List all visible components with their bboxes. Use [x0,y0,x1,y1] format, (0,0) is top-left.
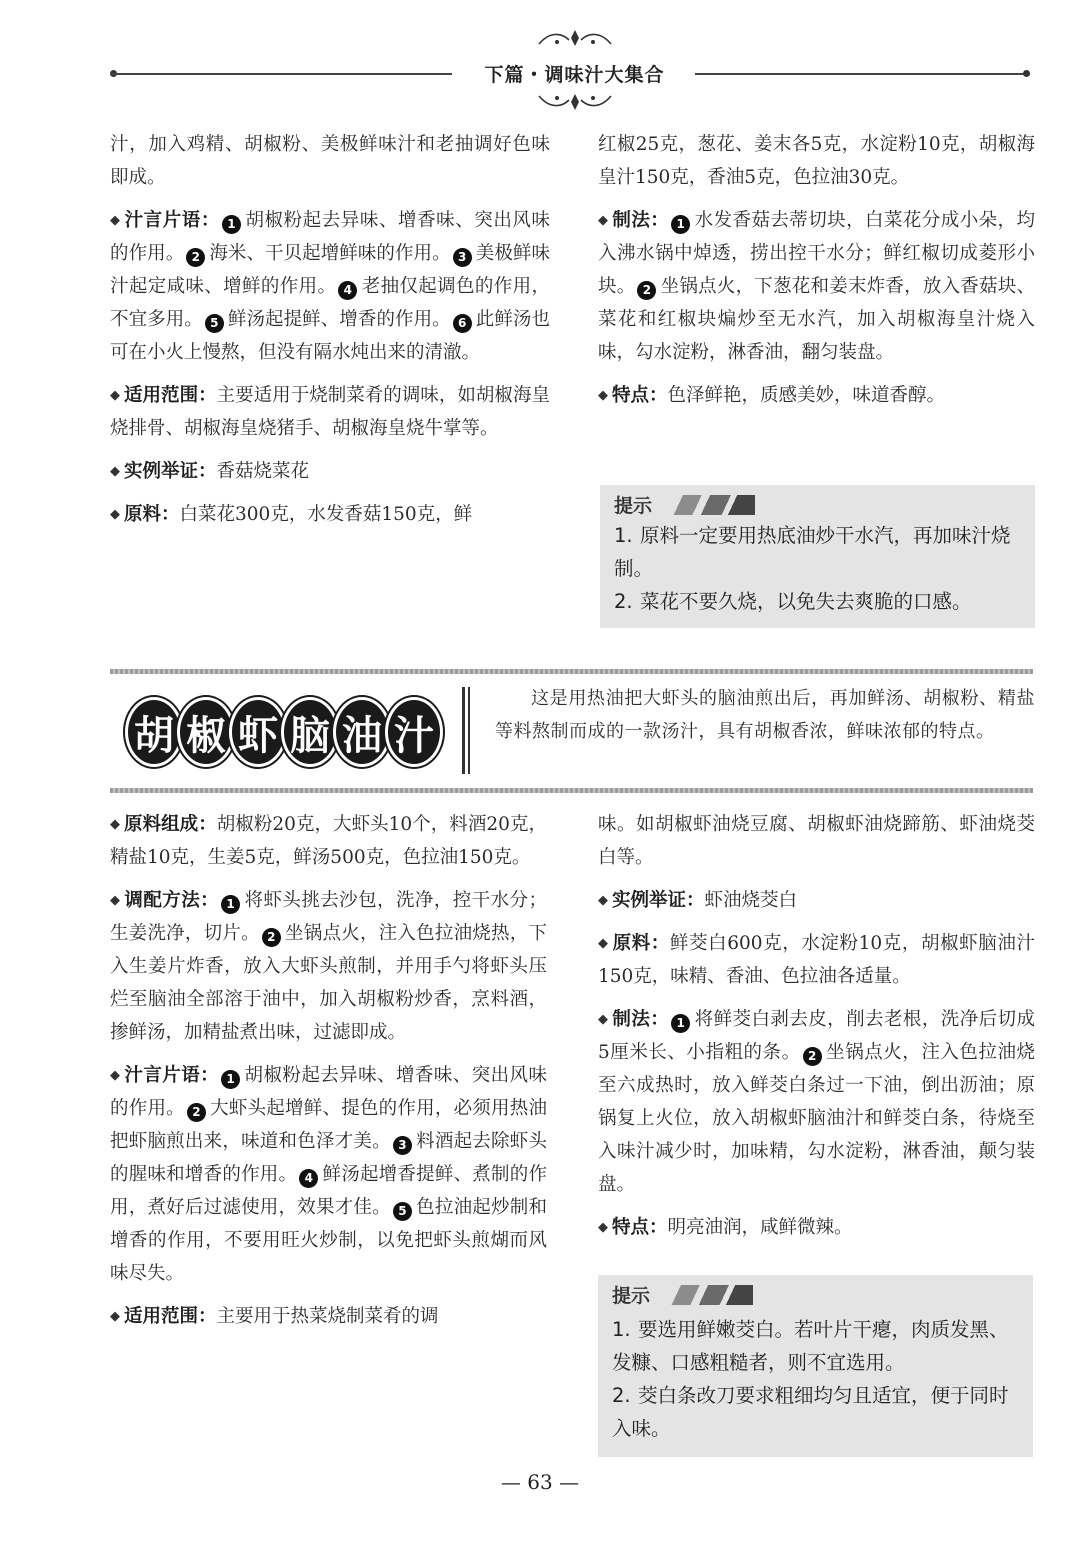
s2-right-column [598,808,1035,1254]
s1-note-1: 胡椒粉起去异味、增香味、突出风味的作用。 [110,210,550,264]
s1-ingredients-text: 白菜花300克，水发香菇150克，鲜 [179,504,473,525]
diamond-icon: ◆ [598,1012,608,1027]
s2-scope [110,1300,547,1333]
ornament-bottom-icon [535,90,615,112]
diamond-icon: ◆ [110,388,120,403]
s1-ingredients [110,498,550,531]
s2-method-label: 制法： [612,1009,670,1030]
header-dot-right [1023,70,1030,77]
header-rule-left [110,73,452,75]
s1-feature [598,379,1035,412]
s1-scope-label: 适用范围： [124,385,217,406]
s2-intro: 这是用热油把大虾头的脑油煎出后，再加鲜汤、胡椒粉、精盐等料熬制而成的一款汤汁，具有胡椒香浓，鲜味浓郁的特点。 [495,688,1035,742]
number-5-icon: 5 [205,314,224,333]
s1-method-step-1: 水发香菇去蒂切块，白菜花分成小朵，均入沸水锅中焯透，捞出控干水分；鲜红椒切成菱形小块。 [598,210,1035,297]
s1-left-column [110,128,550,541]
s1-continued-text: 汁，加入鸡精、胡椒粉、美极鲜味汁和老抽调好色味即成。 [110,134,550,188]
s2-note-1: 胡椒粉起去异味、增香味、突出风味的作用。 [110,1065,547,1119]
title-divider-bar [468,687,470,774]
s1-example-label: 实例举证： [124,461,217,482]
s2-preparation [110,884,547,1049]
s2-title-char: 脑 [284,700,336,764]
diamond-icon: ◆ [598,1220,608,1235]
s1-notes-label: 汁言片语： [124,210,220,231]
section-divider-bottom [110,788,1033,793]
diamond-icon: ◆ [110,213,120,228]
number-4-icon: 4 [338,281,357,300]
tip-item: 1. 原料一定要用热底油炒干水汽，再加味汁烧制。 [614,524,1011,580]
s1-scope [110,379,550,445]
number-3-icon: 3 [393,1136,412,1155]
s2-example [598,884,1035,917]
tip-header [600,485,740,519]
s2-example-label: 实例举证： [612,890,705,911]
s1-method [598,204,1035,369]
number-2-icon: 2 [637,281,656,300]
s2-prep-step-2: 坐锅点火，注入色拉油烧热，下入生姜片炸香，放入大虾头煎制，并用手勺将虾头压烂至脑油全部溶于油中，加入胡椒粉炒香，烹料酒，掺鲜汤，加精盐煮出味，过滤即成。 [110,923,547,1043]
s1-right-column [598,128,1035,422]
number-6-icon: 6 [453,314,472,333]
s2-title-char: 胡 [128,700,180,764]
tip-header [598,1275,738,1309]
number-4-icon: 4 [299,1169,318,1188]
s2-feature [598,1211,1035,1244]
s2-composition-label: 原料组成： [124,814,217,835]
s1-ingredients-label: 原料： [124,504,180,525]
diamond-icon: ◆ [598,213,608,228]
s2-ingredients [598,927,1035,993]
number-1-icon: 1 [221,1070,240,1089]
section-divider-top [110,669,1033,674]
s2-feature-label: 特点： [612,1217,668,1238]
header-rule-right [695,73,1030,75]
diamond-icon: ◆ [110,464,120,479]
s2-composition [110,808,547,874]
s1-tip-box [600,485,1035,628]
s2-note-3: 料酒起去除虾头的腥味和增香的作用。 [110,1131,547,1185]
header-title: 下篇・调味汁大集合 [484,64,665,86]
tip-title: 提示 [612,1285,651,1307]
s2-tip-box [598,1275,1033,1457]
number-3-icon: 3 [453,248,472,267]
s2-note-4: 鲜汤起增香提鲜、煮制的作用，煮好后过滤使用，效果才佳。 [110,1164,547,1218]
diamond-icon: ◆ [110,1309,120,1324]
s1-ingredients-continued: 红椒25克，葱花、姜末各5克，水淀粉10克，胡椒海皇汁150克，香油5克，色拉油30克。 [598,134,1035,188]
s2-title-char: 油 [336,700,388,764]
ornament-top-icon [535,28,615,50]
s2-ingredients-label: 原料： [612,933,670,954]
s1-notes [110,204,550,369]
s2-title-badge [128,695,440,769]
number-2-icon: 2 [803,1047,822,1066]
diamond-icon: ◆ [598,893,608,908]
s2-method [598,1003,1035,1201]
s2-scope-label: 适用范围： [124,1306,217,1327]
title-divider-bar [462,687,465,774]
s2-note-2: 大虾头起增鲜、提色的作用，必须用热油把虾脑煎出来，味道和色泽才美。 [110,1098,547,1152]
s1-note-3: 美极鲜味汁起定咸味、增鲜的作用。 [110,243,550,297]
tip-title: 提示 [614,495,653,517]
s2-title-char: 椒 [180,700,232,764]
tip-stripe-decoration [658,1285,753,1305]
s2-title-char: 虾 [232,700,284,764]
s2-left-column [110,808,547,1343]
tip-item: 2. 茭白条改刀要求粗细均匀且适宜，便于同时入味。 [612,1384,1009,1440]
tip-item: 1. 要选用鲜嫩茭白。若叶片干瘪，肉质发黑、发糠、口感粗糙者，则不宜选用。 [612,1318,1009,1374]
s1-scope-text: 主要适用于烧制菜肴的调味，如胡椒海皇烧排骨、胡椒海皇烧猪手、胡椒海皇烧牛掌等。 [110,385,550,439]
diamond-icon: ◆ [110,817,120,832]
s2-preparation-label: 调配方法： [124,890,220,911]
s2-example-dish: 虾油烧茭白 [704,890,798,911]
number-1-icon: 1 [671,215,690,234]
page-header [110,28,1030,118]
s2-scope-continued: 味。如胡椒虾油烧豆腐、胡椒虾油烧蹄筋、虾油烧茭白等。 [598,814,1035,868]
s1-note-5: 鲜汤起提鲜、增香的作用。 [227,309,451,330]
s2-title-char: 汁 [388,700,440,764]
s1-feature-label: 特点： [612,385,668,406]
s2-composition-text: 胡椒粉20克，大虾头10个，料酒20克，精盐10克，生姜5克，鲜汤500克，色拉油150克。 [110,814,547,868]
diamond-icon: ◆ [598,388,608,403]
number-1-icon: 1 [222,215,241,234]
s2-method-step-2: 坐锅点火，注入色拉油烧至六成热时，放入鲜茭白条过一下油，倒出沥油；原锅复上火位，放入胡椒虾脑油汁和鲜茭白条，待烧至入味汁减少时，加味精，勾水淀粉，淋香油，颠匀装盘。 [598,1042,1035,1195]
s2-method-step-1: 将鲜茭白剥去皮，削去老根，洗净后切成5厘米长、小指粗的条。 [598,1009,1035,1063]
s1-note-4: 老抽仅起调色的作用，不宜多用。 [110,276,550,330]
s2-notes [110,1059,547,1290]
tip-item: 2. 菜花不要久烧，以免失去爽脆的口感。 [614,590,972,613]
s2-tip-list [612,1313,1019,1445]
diamond-icon: ◆ [110,893,120,908]
s2-notes-label: 汁言片语： [124,1065,220,1086]
s2-ingredients-text: 鲜茭白600克，水淀粉10克，胡椒虾脑油汁150克，味精、香油、色拉油各适量。 [598,933,1035,987]
number-2-icon: 2 [262,928,281,947]
s2-prep-step-1: 将虾头挑去沙包，洗净，控干水分；生姜洗净，切片。 [110,890,547,944]
s1-method-step-2: 坐锅点火，下葱花和姜末炸香，放入香菇块、菜花和红椒块煸炒至无水汽，加入胡椒海皇汁烧入味，勾水淀粉，淋香油，翻匀装盘。 [598,276,1035,363]
s1-tip-list [614,519,1021,618]
s1-feature-text: 色泽鲜艳，质感美妙，味道香醇。 [667,385,946,406]
number-1-icon: 1 [671,1014,690,1033]
s2-feature-text: 明亮油润，咸鲜微辣。 [667,1217,853,1238]
number-2-icon: 2 [186,248,205,267]
diamond-icon: ◆ [110,1068,120,1083]
number-5-icon: 5 [393,1202,412,1221]
number-2-icon: 2 [187,1103,206,1122]
page-number: — 63 — [500,1470,580,1494]
diamond-icon: ◆ [110,507,120,522]
s2-scope-text: 主要用于热菜烧制菜肴的调 [216,1306,439,1327]
diamond-icon: ◆ [598,936,608,951]
s1-example [110,455,550,488]
s1-note-2: 海米、干贝起增鲜味的作用。 [209,243,451,264]
s1-example-dish: 香菇烧菜花 [216,461,310,482]
s1-note-6: 此鲜汤也可在小火上慢熬，但没有隔水炖出来的清澈。 [110,309,550,363]
s2-note-5: 色拉油起炒制和增香的作用，不要用旺火炒制，以免把虾头煎煳而风味尽失。 [110,1197,547,1284]
number-1-icon: 1 [221,895,240,914]
tip-stripe-decoration [660,495,755,515]
s1-method-label: 制法： [612,210,670,231]
